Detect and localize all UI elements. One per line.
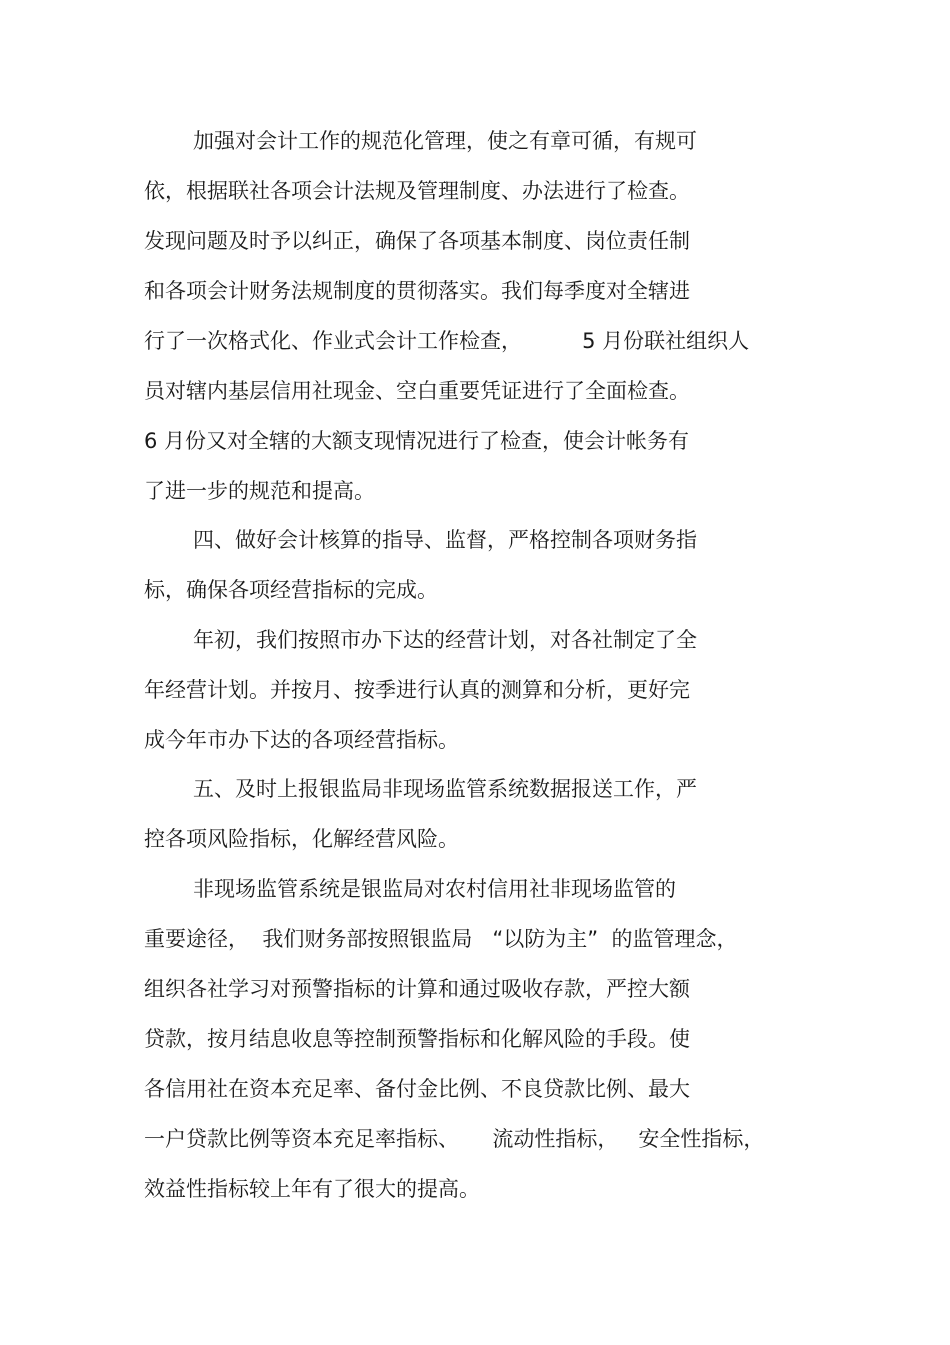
text-line: 员对辖内基层信用社现金、空白重要凭证进行了全面检查。 xyxy=(144,379,690,403)
text-line: 了进一步的规范和提高。 xyxy=(144,479,375,503)
text-line: 行了一次格式化、作业式会计工作检查， 5 月份联社组织人 xyxy=(144,329,750,353)
text-line: 重要途径， 我们财务部按照银监局 “以防为主” 的监管理念， xyxy=(144,927,738,951)
text-line: 非现场监管系统是银监局对农村信用社非现场监管的 xyxy=(193,877,676,901)
text-line: 发现问题及时予以纠正，确保了各项基本制度、岗位责任制 xyxy=(144,229,690,253)
section-heading: 四、做好会计核算的指导、监督，严格控制各项财务指 xyxy=(193,528,697,552)
text-line: 6 月份又对全辖的大额支现情况进行了检查，使会计帐务有 xyxy=(144,429,690,453)
text-line: 年初，我们按照市办下达的经营计划，对各社制定了全 xyxy=(193,628,697,652)
text-line: 成今年市办下达的各项经营指标。 xyxy=(144,728,459,752)
section-heading-cont: 控各项风险指标，化解经营风险。 xyxy=(144,827,459,851)
section-heading-cont: 标，确保各项经营指标的完成。 xyxy=(144,578,438,602)
text-line: 一户贷款比例等资本充足率指标、 流动性指标， 安全性指标， xyxy=(144,1127,765,1151)
text-line: 年经营计划。并按月、按季进行认真的测算和分析，更好完 xyxy=(144,678,690,702)
text-line: 各信用社在资本充足率、备付金比例、不良贷款比例、最大 xyxy=(144,1077,690,1101)
text-line: 依，根据联社各项会计法规及管理制度、办法进行了检查。 xyxy=(144,179,690,203)
text-line: 和各项会计财务法规制度的贯彻落实。我们每季度对全辖进 xyxy=(144,279,690,303)
text-line: 效益性指标较上年有了很大的提高。 xyxy=(144,1177,480,1201)
section-heading: 五、及时上报银监局非现场监管系统数据报送工作，严 xyxy=(193,777,697,801)
text-line: 贷款，按月结息收息等控制预警指标和化解风险的手段。使 xyxy=(144,1027,690,1051)
text-line: 组织各社学习对预警指标的计算和通过吸收存款，严控大额 xyxy=(144,977,690,1001)
text-line: 加强对会计工作的规范化管理，使之有章可循，有规可 xyxy=(193,129,697,153)
